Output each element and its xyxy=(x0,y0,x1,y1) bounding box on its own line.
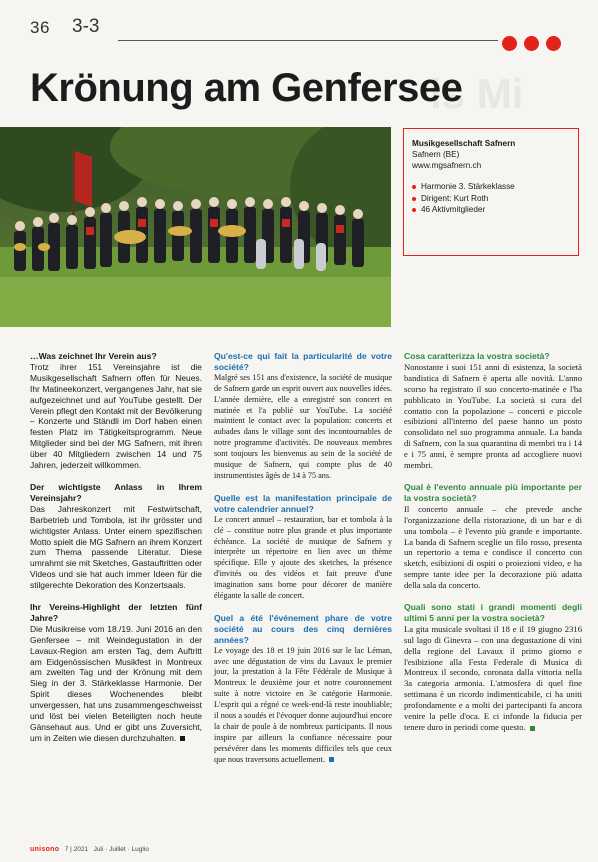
answer-it-3: La gita musicale svoltasi il 18 e il 19 giugno 2316 sul lago di Ginevra – con una degustazione di vini della regione del Lavaux il primo giorno e l'esibizione alla Festa Federale di Musica di Montreux il secondo, coronata dalla vittoria nella 3a categoria armonia. L'atmosfera di quel fine settimana è un ricordo indimenticabile, ci ha uniti profondamente e a molti dei partecipanti fa ancora venire la pelle d'oca. E ci infonde la fiducia per tenere duro in periodi come questo. xyxy=(404,623,582,732)
issue-months: Juli · Juillet · Luglio xyxy=(93,846,149,853)
issue-number: 7 | 2021 xyxy=(64,846,89,853)
fact-list xyxy=(412,181,570,216)
article-title: Krönung am Genfersee xyxy=(30,66,463,110)
society-website[interactable]: www.mgsafnern.ch xyxy=(412,161,482,170)
question-it-2: Qual è l'evento annuale più importante per la vostra società? xyxy=(404,481,582,503)
question-de-2: Der wichtigste Anlass in Ihrem Vereinsjahr? xyxy=(30,481,202,503)
footer xyxy=(30,846,149,853)
answer-de-2: Das Jahreskonzert mit Festwirtschaft, Barbetrieb und Tombola, ist ihr grösster und wichtigster Anlass. Unter einem spezifischen Motto spielt die MG Safnern an ihrem Konzert zum Thema passende Literatur. Diese umrahmt sie mit Sketches, Gastauftritten oder Videos und sie hat auch immer Ideen für die stilgerechte Dekoration des Konzertsaals. xyxy=(30,503,202,591)
red-dot-3 xyxy=(546,36,561,51)
column-french xyxy=(214,351,392,777)
fact-members: 46 Aktivmitglieder xyxy=(412,204,570,216)
answer-fr-2: Le concert annuel – restauration, bar et tombola à la clé – constitue notre plus grande et plus importante échéance. La société de musique de Safnern y interprète un répertoire en lien avec un thème spécifique. Elle y ajoute des sketches, la présence d'invités ou des vidéos et fait preuve d'une imagination sans borne pour décorer de manière élégante la salle de concert. xyxy=(214,514,392,601)
answer-de-1: Trotz ihrer 151 Vereinsjahre ist die Musikgesellschaft Safnern offen für Neues. Ihr Matineekonzert, vergangenes Jahr, hat sie aufgezeichnet und auf YouTube gestellt. Der Verein pflegt den Kontakt mit der Bevölkerung – Konzerte und Ständli im Dorf haben einen festen Platz im Tätigkeitsprogramm. Neue Mitglieder sind bei der MG Safnern, mit ihren über 40 Mitgliedern zwischen 14 und 75 Jahren, jederzeit willkommen. xyxy=(30,361,202,471)
answer-fr-3-wrap xyxy=(214,646,392,766)
question-fr-2: Quelle est la manifestation principale de votre calendrier annuel? xyxy=(214,492,392,514)
end-mark-it xyxy=(530,726,535,731)
question-de-3: Ihr Vereins-Highlight der letzten fünf Jahre? xyxy=(30,602,202,623)
magazine-logo: unisono xyxy=(30,846,60,853)
fact-class: Harmonie 3. Stärkeklasse xyxy=(412,181,570,193)
society-name: Musikgesellschaft Safnern xyxy=(412,139,516,148)
answer-it-1: Nonostante i suoi 151 anni di esistenza, la società bandistica di Safnern è aperta alle novità. L'anno scorso ha registrato il suo concerto-matinée e l'ha pubblicato in YouTube. La società si cura del contatto con la popolazione – concerti e piccole esibizioni all'interno del paese hanno un posto consolidato nel suo programma annuale. La banda di Safnern, con la sua quarantina di membri tra i 14 e i 75 anni, è sempre pronta ad accogliere nuovi membri. xyxy=(404,361,582,471)
answer-de-3: Die Musikreise vom 18./19. Juni 2016 an den Genfersee – mit Weindegustation in der Lavaux-Region am ersten Tag, dem Auftritt am Eidgenössischen Musikfest in Montreux am zweiten Tag und der Krönung mit dem Sieg in der 3. Stärkeklasse Harmonie. Der Spirit dieses Wochenendes bleibt unvergessen, hat uns zusammengeschweisst und löst bei vielen Beteiligten noch heute Gänsehaut aus. Und er gibt uns Zuversicht, um in Zeiten wie diesen durchzuhalten. xyxy=(30,623,202,743)
red-dot-2 xyxy=(524,36,539,51)
red-dot-1 xyxy=(502,36,517,51)
column-italian xyxy=(404,351,582,744)
info-box xyxy=(403,128,579,256)
band-photo xyxy=(0,127,391,327)
answer-it-2: Il concerto annuale – che prevede anche l'organizzazione della ristorazione, di un bar e di una tombola – è l'evento più grande e importante. La banda di Safnern sceglie un filo rosso, presenta un repertorio a tema e condisce il concerto con sketch, esibizioni di ospiti o proiezioni video, e ha sempre tante idee per la decorazione più adatta della sala da concerto. xyxy=(404,503,582,591)
answer-de-3-wrap xyxy=(30,624,202,744)
page-number: 36 xyxy=(30,18,50,37)
question-fr-1: Qu'est-ce qui fait la particularité de votre société? xyxy=(214,351,392,372)
bleed-through-text: is Mi xyxy=(430,70,524,117)
fact-conductor: Dirigent: Kurt Roth xyxy=(412,193,570,205)
answer-fr-3: Le voyage des 18 et 19 juin 2016 sur le lac Léman, avec une dégustation de vins du Lavaux le premier jour, la prestation à la Fête Fédérale de Musique à Montreux le deuxième jour et notre couronnement suite à notre victoire en 3e catégorie Harmonie. L'esprit qui a régné ce week-end-là reste inoubliable; il nous a soudés et l'évoquer donne aujourd'hui encore la chair de poule à de nombreux participants. Il nous inspire par ailleurs la confiance nécessaire pour persévérer dans les moments difficiles tels que ceux que nous traversons actuellement. xyxy=(214,645,392,764)
question-de-1: …Was zeichnet Ihr Verein aus? xyxy=(30,351,157,361)
end-mark-fr xyxy=(329,757,334,762)
answer-it-3-wrap xyxy=(404,624,582,733)
band-photo-illustration xyxy=(0,127,391,327)
header-rule xyxy=(118,40,498,41)
answer-fr-1: Malgré ses 151 ans d'existence, la société de musique de Safnern garde un esprit ouvert aux nouvelles idées. L'année dernière, elle a enregistré son concert en matinée et l'a publié sur YouTube. La société maintient le contact avec la population: concerts et aubades dans le village sont des incontournables de notre programme d'activités. De nouveaux membres sont toujours les bienvenus au sein de la société de musique de Safnern, qui compte plus de 40 instrumentistes âgés de 14 à 75 ans. xyxy=(214,372,392,480)
society-place: Safnern (BE) xyxy=(412,150,460,159)
column-german xyxy=(30,351,202,755)
end-mark-de xyxy=(180,736,185,741)
section-label: 3-3 xyxy=(72,16,100,37)
question-it-3: Quali sono stati i grandi momenti degli ultimi 5 anni per la vostra società? xyxy=(404,602,582,623)
question-fr-3: Quel a été l'événement phare de votre société au cours des cinq dernières années? xyxy=(214,612,392,645)
question-it-1: Cosa caratterizza la vostra società? xyxy=(404,351,550,361)
